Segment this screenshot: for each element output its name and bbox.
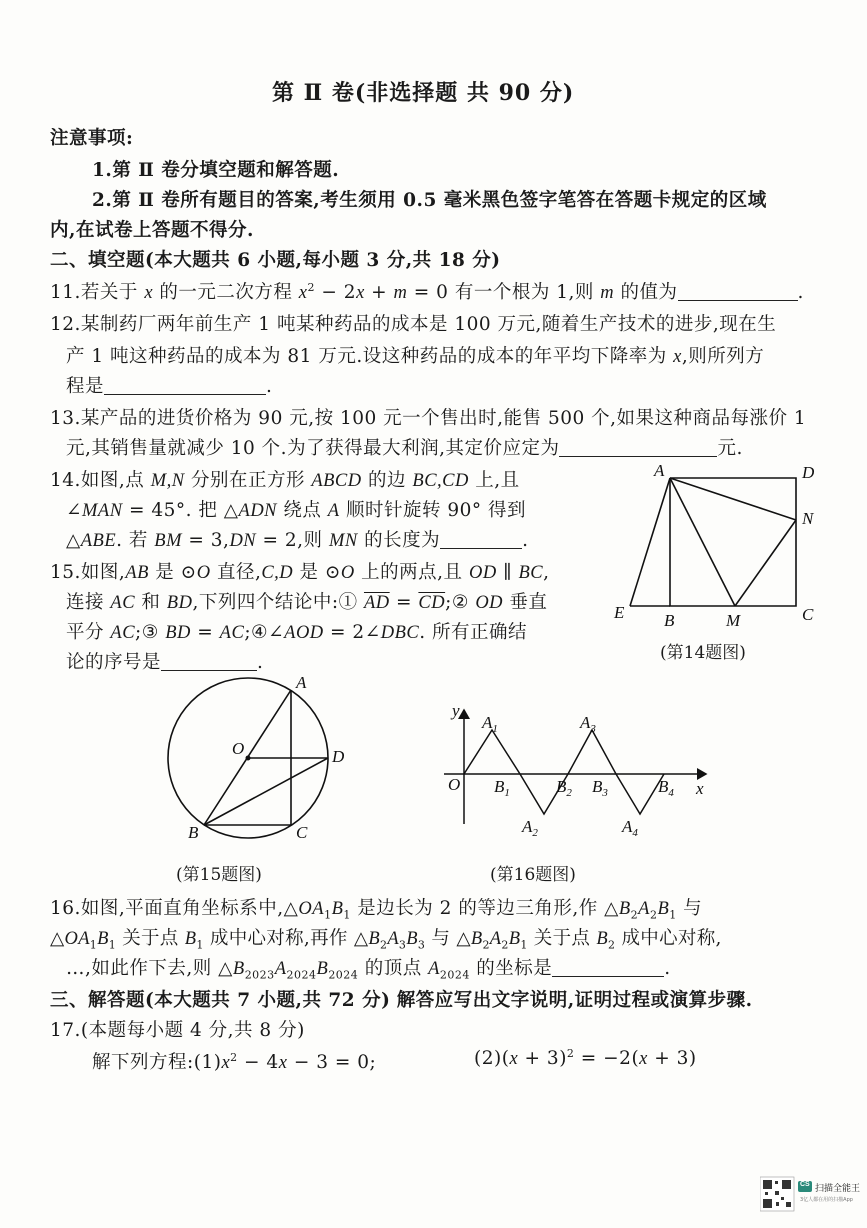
figure-14-square	[608, 456, 838, 636]
fig16-label-a2: $A_2$	[522, 817, 538, 839]
page-title: 第 Ⅱ 卷(非选择题 共 90 分)	[272, 80, 575, 106]
question-15-line-4: 论的序号是 .	[66, 652, 264, 673]
fig16-label-a3: $A_3$	[580, 713, 596, 735]
question-16-line-2: $\triangle OA_1B_1$ 关于点 $B_1$ 成中心对称,再作 $\triangle B_2A_3B_3$ 与 $\triangle B_2A_2B_1$ 关于点 $B_2$ 成中心对称,	[50, 928, 722, 952]
notes-item-1: 1.第 Ⅱ 卷分填空题和解答题.	[92, 160, 340, 181]
answer-blank-13[interactable]	[559, 438, 717, 457]
question-15-line-3: 平分 AC;③ BD = AC;④∠AOD = 2∠DBC. 所有正确结	[66, 622, 527, 643]
question-13-line-2: 元,其销售量就减少 10 个.为了获得最大利润,其定价应定为 元.	[66, 438, 743, 459]
figure-16-zigzag	[436, 696, 726, 846]
question-12-line-3: 程是 .	[66, 376, 273, 397]
fig15-label-c: C	[296, 823, 308, 842]
fig16-origin: O	[448, 775, 461, 794]
answer-blank-14[interactable]	[440, 530, 522, 549]
fig14-label-d: D	[802, 463, 815, 482]
section-fill-heading: 二、填空题(本大题共 6 小题,每小题 3 分,共 18 分)	[50, 250, 501, 271]
figure-15-circle	[160, 668, 360, 848]
fig15-label-o: O	[232, 739, 245, 758]
question-17-part-2: $(2)(x + 3)^2 = -2(x + 3)$	[474, 1046, 697, 1069]
fig16-axis-y: y	[452, 701, 460, 720]
question-17-part-1: 解下列方程$:(1)x^2 - 4x - 3 = 0$;	[92, 1050, 377, 1073]
notes-item-2: 2.第 Ⅱ 卷所有题目的答案,考生须用 0.5 毫米黑色签字笔答在答题卡规定的区域	[92, 190, 767, 211]
question-11: 11.若关于 x 的一元二次方程 $x^2 - 2x + m = 0$ 有一个根为 1,则 m 的值为 .	[50, 280, 804, 303]
fig16-label-a1: $A_1$	[482, 713, 498, 735]
figure-16-caption: (第16题图)	[490, 865, 576, 885]
answer-blank-16[interactable]	[552, 958, 664, 977]
answer-blank-12[interactable]	[104, 376, 266, 395]
scanner-tagline: 3亿人都在用的扫描App	[800, 1197, 853, 1203]
question-16-line-3: …,如此作下去,则 $\triangle B_{2023}A_{2024}B_{2024}$ 的顶点 $A_{2024}$ 的坐标是 .	[66, 958, 671, 982]
notes-item-2-cont: 内,在试卷上答题不得分.	[50, 220, 254, 241]
fig14-label-e: E	[614, 603, 625, 622]
figure-15-caption: (第15题图)	[176, 865, 262, 885]
scanner-watermark	[760, 1175, 864, 1215]
fig14-label-c: C	[802, 605, 814, 624]
question-14-line-2: ∠MAN = 45°. 把 △ADN 绕点 A 顺时针旋转 90° 得到	[66, 500, 527, 521]
section-solve-heading: 三、解答题(本大题共 7 小题,共 72 分) 解答应写出文字说明,证明过程或演算步骤.	[50, 990, 753, 1011]
question-13-line-1: 13.某产品的进货价格为 90 元,按 100 元一个售出时,能售 500 个,如果这种商品每涨价 1	[50, 408, 807, 429]
question-12-line-1: 12.某制药厂两年前生产 1 吨某种药品的成本是 100 万元,随着生产技术的进步,现在生	[50, 314, 777, 335]
answer-blank-11[interactable]	[678, 282, 798, 301]
fig14-label-b: B	[664, 611, 675, 630]
question-16-line-1: 16.如图,平面直角坐标系中$,\triangle OA_1B_1$ 是边长为 2 的等边三角形,作 $\triangle B_2A_2B_1$ 与	[50, 898, 703, 922]
question-14-line-1: 14.如图,点 M,N 分别在正方形 ABCD 的边 BC,CD 上,且	[50, 470, 520, 491]
fig16-label-b2: $B_2$	[556, 777, 572, 799]
fig16-label-b3: $B_3$	[592, 777, 608, 799]
fig15-label-b: B	[188, 823, 199, 842]
fig16-label-b4: $B_4$	[658, 777, 674, 799]
notes-heading: 注意事项:	[50, 128, 134, 149]
question-14-line-3: △ABE. 若 BM = 3,DN = 2,则 MN 的长度为 .	[66, 530, 529, 551]
question-17-head: 17.(本题每小题 4 分,共 8 分)	[50, 1020, 305, 1041]
scanner-badge: CS	[800, 1181, 810, 1188]
fig16-label-a4: $A_4$	[622, 817, 638, 839]
question-15-line-2: 连接 AC 和 BD,下列四个结论中:① $\overline{AD}$ = $\overline{CD};②$ OD 垂直	[66, 592, 548, 613]
fig15-label-d: D	[332, 747, 345, 766]
scanner-brand: 扫描全能王	[815, 1184, 861, 1194]
fig16-label-b1: $B_1$	[494, 777, 510, 799]
fig14-label-n: N	[802, 509, 814, 528]
question-15-line-1: 15.如图,AB 是 ⊙O 直径,C,D 是 ⊙O 上的两点,且 OD ∥ BC,	[50, 562, 550, 583]
question-12-line-2: 产 1 吨这种药品的成本为 81 万元.设这种药品的成本的年平均下降率为 x,则所列方	[66, 346, 765, 367]
fig14-label-m: M	[726, 611, 741, 630]
fig15-label-a: A	[296, 673, 307, 692]
fig14-label-a: A	[654, 461, 665, 480]
fig16-axis-x: x	[696, 779, 704, 798]
figure-14-caption: (第14题图)	[660, 643, 746, 663]
